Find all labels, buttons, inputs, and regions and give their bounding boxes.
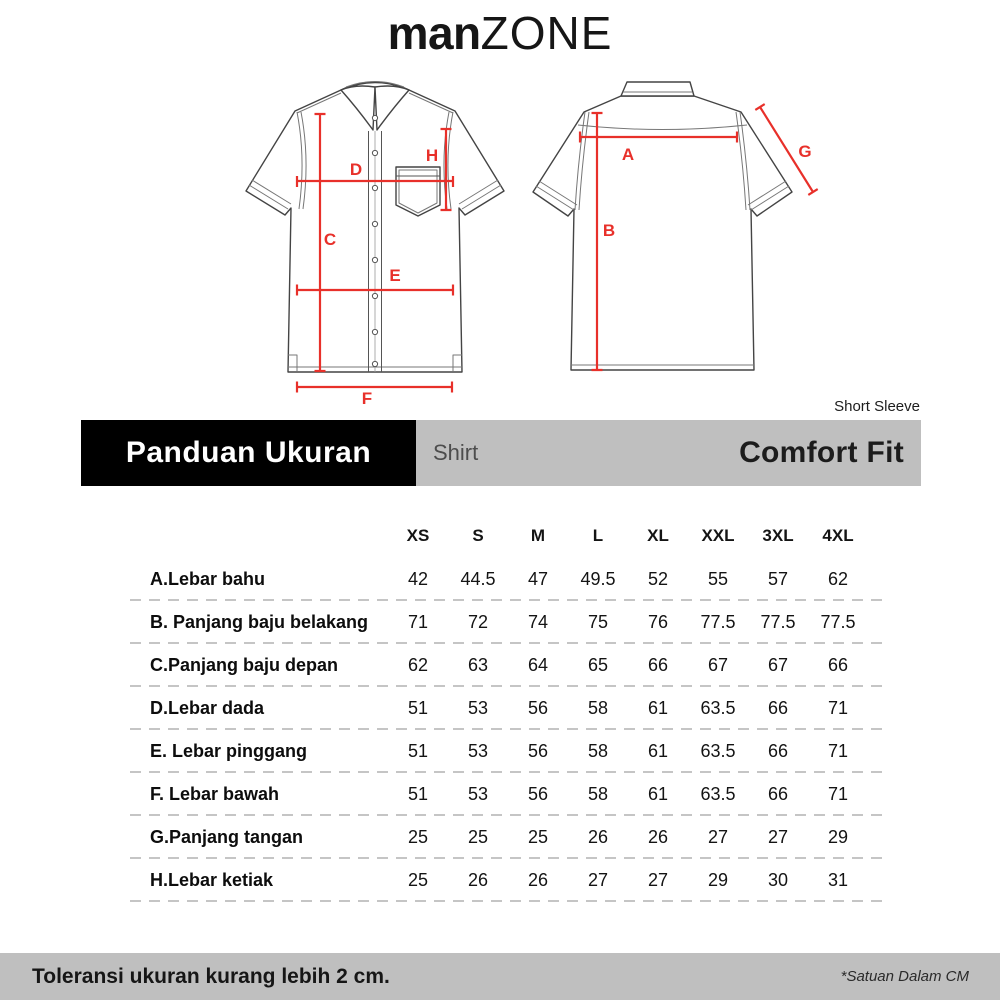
size-value: 52 (647, 569, 669, 589)
size-value: 66 (767, 698, 789, 718)
title-bar (81, 420, 921, 486)
size-table (130, 514, 868, 902)
back-shirt (533, 82, 792, 370)
table-row (130, 601, 868, 644)
size-value: 26 (647, 827, 669, 847)
title-bar-right (416, 420, 921, 486)
size-value: 61 (647, 784, 669, 804)
fit-label: Comfort Fit (739, 436, 904, 469)
column-header: XS (406, 526, 430, 545)
size-value: 27 (587, 870, 609, 890)
size-value: 62 (827, 569, 849, 589)
size-value: 67 (707, 655, 729, 675)
size-value: 66 (767, 741, 789, 761)
size-value: 57 (767, 569, 789, 589)
size-value: 53 (467, 698, 489, 718)
measure-label-c: C (323, 230, 337, 249)
column-header: L (592, 526, 604, 545)
page-title: Panduan Ukuran (81, 420, 416, 486)
measure-label-b: B (602, 221, 616, 240)
size-value: 58 (587, 784, 609, 804)
size-value: 58 (587, 741, 609, 761)
size-value: 26 (467, 870, 489, 890)
table-row (130, 644, 868, 687)
measure-label-e: E (389, 266, 401, 285)
unit-note: *Satuan Dalam CM (840, 968, 969, 985)
size-value: 27 (647, 870, 669, 890)
row-label: A.Lebar bahu (150, 569, 266, 589)
size-value: 25 (407, 870, 429, 890)
size-value: 65 (587, 655, 609, 675)
row-label: D.Lebar dada (150, 698, 265, 718)
size-value: 62 (407, 655, 429, 675)
size-value: 75 (587, 612, 609, 632)
brand-logo-bold: man (387, 7, 481, 59)
size-value: 53 (467, 741, 489, 761)
size-value: 26 (587, 827, 609, 847)
size-value: 74 (527, 612, 549, 632)
size-value: 51 (407, 698, 429, 718)
size-value: 77.5 (820, 612, 856, 632)
shirt-diagram (0, 0, 1000, 420)
size-value: 49.5 (580, 569, 616, 589)
table-row (130, 558, 868, 601)
size-value: 71 (407, 612, 429, 632)
measure-label-f: F (361, 389, 373, 408)
size-value: 44.5 (460, 569, 496, 589)
sleeve-type-label: Short Sleeve (834, 398, 920, 415)
size-value: 27 (707, 827, 729, 847)
size-value: 76 (647, 612, 669, 632)
size-value: 66 (767, 784, 789, 804)
size-value: 67 (767, 655, 789, 675)
size-value: 51 (407, 741, 429, 761)
table-row (130, 730, 868, 773)
size-value: 47 (527, 569, 549, 589)
size-value: 29 (827, 827, 849, 847)
size-value: 63.5 (700, 698, 736, 718)
column-header: S (472, 526, 484, 545)
size-value: 55 (707, 569, 729, 589)
size-value: 51 (407, 784, 429, 804)
size-value: 77.5 (700, 612, 736, 632)
size-value: 56 (527, 698, 549, 718)
table-row (130, 687, 868, 730)
size-value: 30 (767, 870, 789, 890)
size-value: 61 (647, 698, 669, 718)
row-label: B. Panjang baju belakang (150, 612, 369, 632)
size-value: 64 (527, 655, 549, 675)
size-value: 27 (767, 827, 789, 847)
measure-label-a: A (621, 145, 635, 164)
row-label: E. Lebar pinggang (150, 741, 308, 761)
table-row (130, 859, 868, 902)
size-value: 25 (527, 827, 549, 847)
column-header: 3XL (762, 526, 794, 545)
measure-label-d: D (349, 160, 363, 179)
front-shirt (246, 82, 504, 373)
measure-label-g: G (798, 142, 812, 161)
column-header: XL (647, 526, 669, 545)
size-value: 26 (527, 870, 549, 890)
row-label: F. Lebar bawah (150, 784, 280, 804)
size-value: 42 (407, 569, 429, 589)
size-value: 66 (647, 655, 669, 675)
size-value: 63.5 (700, 784, 736, 804)
size-value: 29 (707, 870, 729, 890)
size-value: 25 (407, 827, 429, 847)
size-value: 77.5 (760, 612, 796, 632)
size-value: 71 (827, 784, 849, 804)
column-header: 4XL (822, 526, 854, 545)
row-label: H.Lebar ketiak (150, 870, 274, 890)
column-header: XXL (701, 526, 735, 545)
brand-logo-light: ZONE (480, 7, 613, 59)
column-header: M (530, 526, 546, 545)
size-value: 61 (647, 741, 669, 761)
footer-bar (0, 953, 1000, 1000)
size-value: 53 (467, 784, 489, 804)
size-table-body (130, 558, 868, 902)
size-value: 71 (827, 741, 849, 761)
size-value: 56 (527, 784, 549, 804)
product-name: Shirt (433, 440, 479, 465)
size-value: 63.5 (700, 741, 736, 761)
table-row (130, 816, 868, 859)
row-label: C.Panjang baju depan (150, 655, 339, 675)
size-value: 71 (827, 698, 849, 718)
size-value: 58 (587, 698, 609, 718)
size-value: 56 (527, 741, 549, 761)
size-value: 63 (467, 655, 489, 675)
size-value: 25 (467, 827, 489, 847)
table-row (130, 773, 868, 816)
size-value: 66 (827, 655, 849, 675)
row-label: G.Panjang tangan (150, 827, 304, 847)
size-value: 31 (827, 870, 849, 890)
chest-pocket (396, 167, 440, 216)
size-value: 72 (467, 612, 489, 632)
size-table-header (130, 514, 868, 558)
tolerance-note: Toleransi ukuran kurang lebih 2 cm. (32, 964, 390, 988)
measure-label-h: H (425, 146, 439, 165)
